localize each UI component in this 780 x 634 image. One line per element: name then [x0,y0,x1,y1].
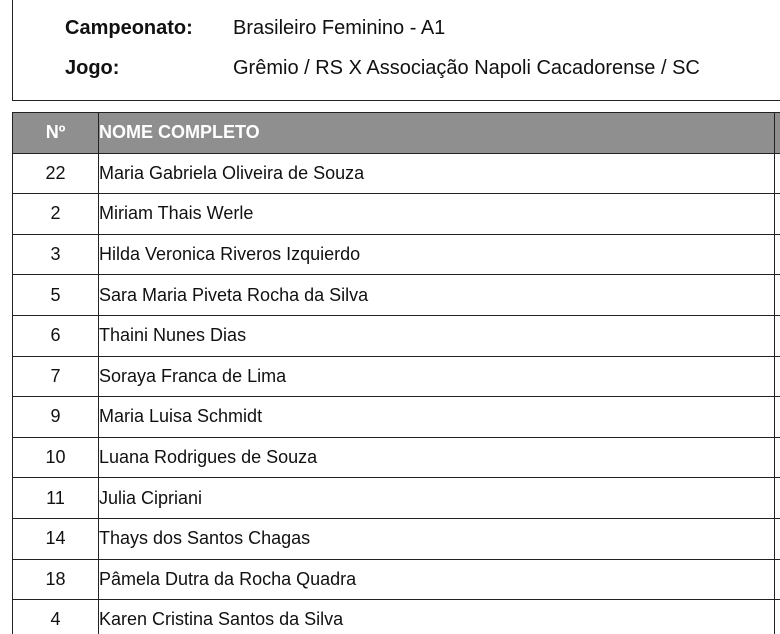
player-extra-cell [775,437,780,478]
player-name: Pâmela Dutra da Rocha Quadra [99,559,775,600]
player-number: 14 [13,518,99,559]
player-number: 5 [13,275,99,316]
player-number: 22 [13,153,99,194]
table-row [13,194,780,235]
player-number: 7 [13,356,99,397]
campeonato-value: Brasileiro Feminino - A1 [233,17,446,39]
table-header-row [13,113,780,154]
campeonato-label: Campeonato: [65,17,193,39]
player-name: Sara Maria Piveta Rocha da Silva [99,275,775,316]
player-name: Hilda Veronica Riveros Izquierdo [99,234,775,275]
players-table [12,112,780,634]
table-row [13,397,780,438]
player-number: 4 [13,600,99,634]
table-row [13,478,780,519]
player-number: 2 [13,194,99,235]
column-header-number: Nº [13,113,99,154]
player-extra-cell [775,559,780,600]
player-number: 10 [13,437,99,478]
player-extra-cell [775,518,780,559]
table-row [13,437,780,478]
table-row [13,153,780,194]
player-name: Julia Cipriani [99,478,775,519]
player-extra-cell [775,356,780,397]
table-row [13,559,780,600]
table-row [13,275,780,316]
jogo-row [65,57,700,80]
players-table-body [13,153,780,634]
player-name: Soraya Franca de Lima [99,356,775,397]
table-row [13,356,780,397]
player-number: 11 [13,478,99,519]
jogo-label: Jogo: [65,57,120,79]
player-name: Miriam Thais Werle [99,194,775,235]
player-extra-cell [775,600,780,634]
match-info-box [12,0,780,101]
campeonato-row [65,17,445,40]
table-row [13,315,780,356]
column-header-name: NOME COMPLETO [99,113,775,154]
player-number: 3 [13,234,99,275]
player-name: Karen Cristina Santos da Silva [99,600,775,634]
column-header-extra [775,113,780,154]
player-extra-cell [775,194,780,235]
player-name: Thays dos Santos Chagas [99,518,775,559]
player-number: 6 [13,315,99,356]
player-name: Luana Rodrigues de Souza [99,437,775,478]
player-name: Thaini Nunes Dias [99,315,775,356]
player-name: Maria Gabriela Oliveira de Souza [99,153,775,194]
table-row [13,600,780,634]
jogo-value: Grêmio / RS X Associação Napoli Cacadorense / SC [233,57,700,79]
player-number: 18 [13,559,99,600]
player-name: Maria Luisa Schmidt [99,397,775,438]
player-extra-cell [775,315,780,356]
table-row [13,234,780,275]
player-extra-cell [775,397,780,438]
player-extra-cell [775,234,780,275]
player-extra-cell [775,275,780,316]
player-extra-cell [775,478,780,519]
player-number: 9 [13,397,99,438]
table-row [13,518,780,559]
player-extra-cell [775,153,780,194]
